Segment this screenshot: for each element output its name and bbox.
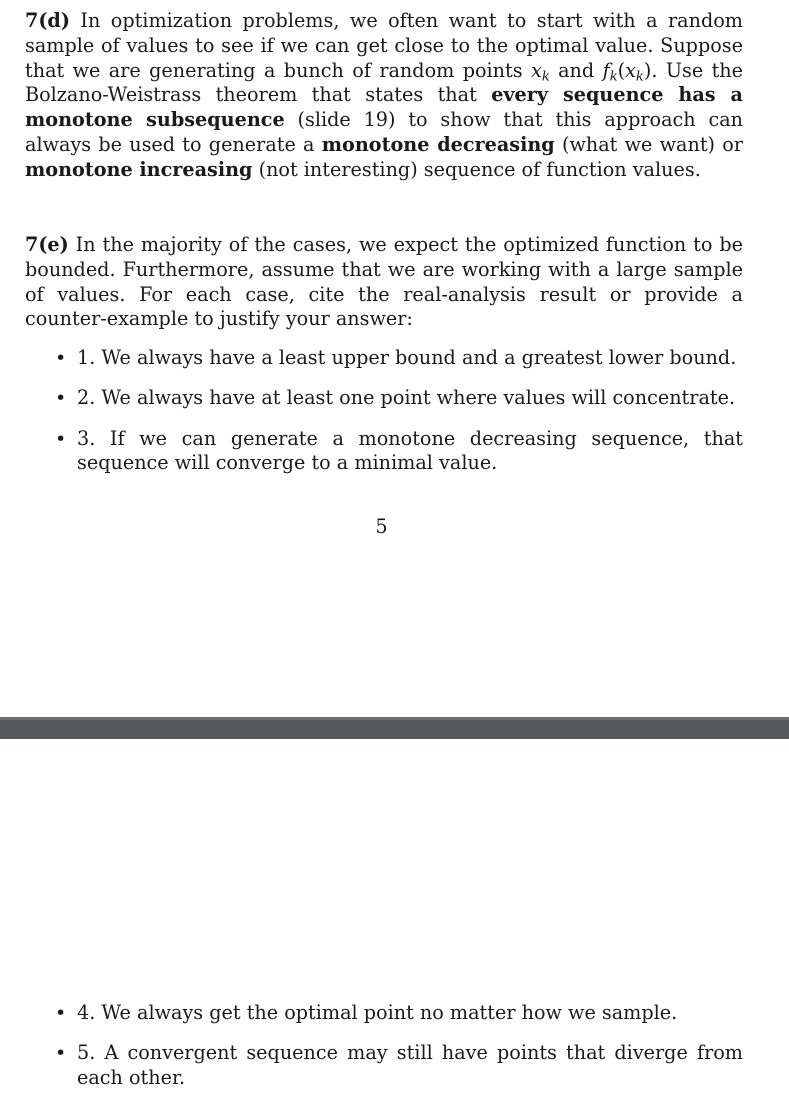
page-separator bbox=[0, 717, 789, 739]
bullet-icon: • bbox=[55, 1042, 67, 1065]
list-item bbox=[55, 1001, 743, 1026]
list-item bbox=[55, 386, 743, 411]
list-item bbox=[55, 346, 743, 371]
question-7d-text-5: (not interesting) sequence of function values. bbox=[252, 157, 701, 181]
question-7e-paragraph bbox=[25, 233, 743, 332]
question-7d-text-3: (slide 19) to show that this approach can always be used to generate a bbox=[25, 108, 743, 156]
question-7e-label: 7(e) bbox=[25, 233, 69, 256]
question-7d-text-4: (what we want) or bbox=[554, 132, 743, 156]
question-7d-label: 7(d) bbox=[25, 9, 70, 32]
list-item-text: 5. A convergent sequence may still have points that diverge from each other. bbox=[77, 1041, 743, 1090]
page-6 bbox=[0, 739, 789, 1107]
bullet-icon: • bbox=[55, 387, 67, 410]
question-7d-text-1: In optimization problems, we often want to start with a random sample of values to see if we can get close to the optimal value. Suppose that we are generating a bunch of random points bbox=[25, 9, 743, 82]
question-7e-list-part-2 bbox=[55, 1001, 743, 1106]
list-item bbox=[55, 1041, 743, 1091]
bold-bolzano-statement: every sequence has a monotone subsequence bbox=[25, 83, 743, 132]
list-item-text: 4. We always get the optimal point no matter how we sample. bbox=[77, 1001, 678, 1024]
question-7e-list-part-1 bbox=[55, 346, 743, 492]
question-7d-text-and: and bbox=[549, 58, 603, 82]
bullet-icon: • bbox=[55, 347, 67, 369]
question-7d-paragraph bbox=[25, 9, 743, 183]
bold-monotone-increasing: monotone increasing bbox=[25, 157, 253, 181]
math-f-k-of-x-k: $f_k(x_k)$ bbox=[602, 58, 652, 84]
bold-monotone-decreasing: monotone decreasing bbox=[321, 132, 555, 156]
math-x-k: $x_k$ bbox=[530, 58, 550, 84]
list-item-text: 3. If we can generate a monotone decreasing sequence, that sequence will converge to a minimal value. bbox=[77, 426, 743, 475]
bullet-icon: • bbox=[55, 1002, 67, 1024]
list-item bbox=[55, 427, 743, 477]
page-number: 5 bbox=[375, 515, 388, 538]
list-item-text: 1. We always have a least upper bound and a greatest lower bound. bbox=[77, 346, 737, 369]
question-7e-text: In the majority of the cases, we expect the optimized function to be bounded. Furthermore, assume that we are working with a large sample of values. For each case, cite the real-analysis result or provide a counter-example to justify your answer: bbox=[25, 233, 743, 331]
bullet-icon: • bbox=[55, 427, 67, 450]
question-7d-text-2: . Use the Bolzano-Weistrass theorem that states that bbox=[25, 58, 743, 107]
list-item-text: 2. We always have at least one point where values will concentrate. bbox=[77, 386, 736, 410]
